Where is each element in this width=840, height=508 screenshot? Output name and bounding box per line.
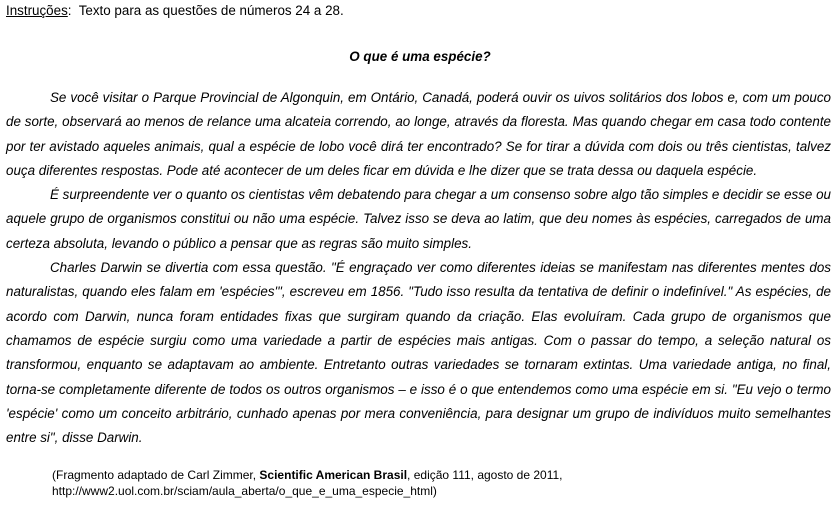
source-citation (52, 468, 832, 499)
instructions-line (6, 3, 344, 18)
source-publication: Scientific American Brasil (259, 468, 408, 482)
source-suffix: , edição 111, agosto de 2011, http://www2.uol.com.br/sciam/aula_aberta/o_que_e_uma_especie_html) (52, 468, 563, 498)
paragraph-1: Se você visitar o Parque Provincial de Algonquin, em Ontário, Canadá, poderá ouvir os uivos solitários dos lobos e, com um pouco de sorte, observará ao menos de relance uma alcateia correndo, ao longe, através da floresta. Mas quando chegar em casa todo contente por ter avistado aqueles animais, qual a espécie de lobo você dirá ter encontrado? Se for tirar a dúvida com dois ou três cientistas, talvez ouça diferentes respostas. Pode até acontecer de um deles ficar em dúvida e lhe dizer que se trata dessa ou daquela espécie. (6, 90, 831, 178)
instructions-label: Instruções (6, 3, 68, 18)
instructions-text: : Texto para as questões de números 24 a 28. (67, 3, 344, 18)
paragraph-2: É surpreendente ver o quanto os cientistas vêm debatendo para chegar a um consenso sobre algo tão simples e decidir se esse ou aquele grupo de organismos constitui ou não uma espécie. Talvez isso se deva ao latim, que deu nomes às espécies, carregados de uma certeza absoluta, levando o público a pensar que as regras são muito simples. (6, 187, 831, 251)
text-title: O que é uma espécie? (349, 49, 491, 64)
paragraph-3: Charles Darwin se divertia com essa questão. "É engraçado ver como diferentes ideias se manifestam nas diferentes mentes dos naturalistas, quando eles falam em 'espécies'", escreveu em 1856. "Tudo isso resulta da tentativa de definir o indefinível." As espécies, de acordo com Darwin, nunca foram entidades fixas que surgiram quando da criação. Elas evoluíram. Cada grupo de organismos que chamamos de espécie surgiu como uma variedade a partir de espécies mais antigas. Com o passar do tempo, a seleção natural os transformou, enquanto se adaptavam ao ambiente. Entretanto outras variedades se tornaram extintas. Uma variedade antiga, no final, torna-se completamente diferente de todos os outros organismos – e isso é o que entendemos como uma espécie em si. "Eu vejo o termo 'espécie' como um conceito arbitrário, cunhado apenas por mera conveniência, para designar um grupo de indivíduos muito semelhantes entre si", disse Darwin. (6, 260, 831, 446)
source-prefix: (Fragmento adaptado de Carl Zimmer, (52, 468, 260, 482)
text-body (6, 86, 831, 450)
